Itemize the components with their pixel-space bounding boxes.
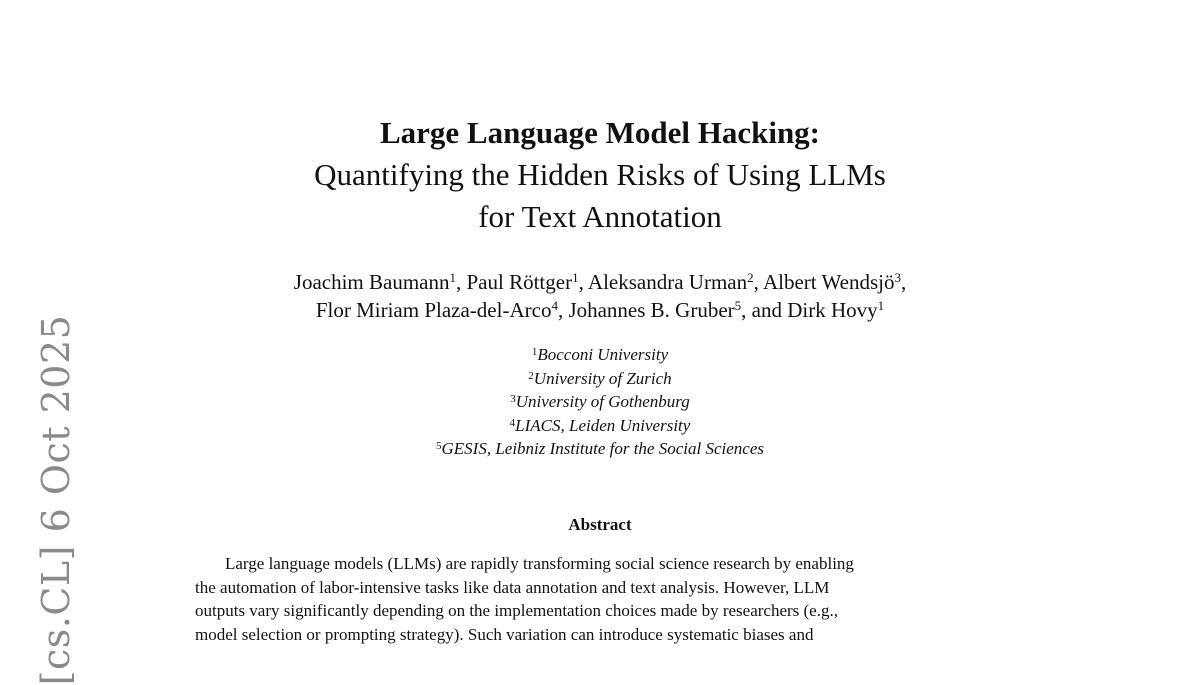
author-name: Joachim Baumann: [293, 270, 450, 294]
abstract-line: model selection or prompting strategy). Such variation can introduce systematic biases and: [195, 624, 814, 644]
affiliation-number: 1: [531, 346, 538, 358]
author-separator: ,: [456, 270, 467, 294]
author-affiliation-mark: 3: [894, 270, 901, 285]
abstract-heading: Abstract: [568, 515, 632, 534]
author-name: Aleksandra Urman: [587, 270, 748, 294]
author-separator: , and: [741, 298, 788, 322]
author-separator: ,: [557, 298, 569, 322]
title-line-1: Large Language Model Hacking:: [379, 115, 821, 150]
affiliation-name: University of Zurich: [533, 368, 672, 388]
author-affiliation-mark: 2: [747, 270, 754, 285]
author-affiliation-mark: 5: [734, 298, 742, 313]
arxiv-identifier-stamp: [cs.CL] 6 Oct 2025: [34, 314, 78, 685]
paper-title: [0, 112, 1200, 238]
title-line-2: Quantifying the Hidden Risks of Using LLMs: [314, 157, 886, 192]
author-name: Paul Röttger: [466, 270, 573, 294]
author-separator: ,: [578, 270, 588, 294]
affiliation-name: GESIS, Leibniz Institute for the Social Sciences: [441, 439, 764, 458]
affiliation-name: Bocconi University: [537, 345, 669, 364]
abstract-line: Large language models (LLMs) are rapidly transforming social science research by enabling: [225, 554, 854, 573]
author-separator: ,: [900, 270, 907, 294]
author-name: Dirk Hovy: [787, 298, 878, 322]
author-separator: ,: [753, 270, 763, 294]
author-name: Albert Wendsjö: [762, 270, 895, 294]
abstract-line: outputs vary significantly depending on the implementation choices made by researchers (e.g.,: [195, 601, 838, 620]
author-affiliation-mark: 1: [572, 270, 579, 285]
affiliation-name: University of Gothenburg: [515, 392, 690, 411]
affiliation-item: [0, 343, 1200, 367]
affiliation-name: LIACS, Leiden University: [515, 415, 691, 435]
affiliation-item: [0, 414, 1200, 438]
author-affiliation-mark: 1: [877, 298, 885, 313]
author-list: [0, 268, 1200, 324]
affiliation-list: [0, 343, 1200, 461]
affiliation-number: 2: [528, 369, 534, 382]
affiliation-item: [0, 390, 1200, 414]
author-line-1: [0, 268, 1200, 296]
affiliation-item: [0, 367, 1200, 391]
author-name: Flor Miriam Plaza-del-Arco: [315, 298, 552, 322]
affiliation-number: 3: [510, 393, 516, 405]
author-affiliation-mark: 4: [551, 298, 558, 313]
affiliation-number: 4: [509, 416, 516, 429]
author-line-2: [0, 296, 1200, 324]
author-affiliation-mark: 1: [449, 270, 456, 285]
affiliation-item: [0, 437, 1200, 461]
affiliation-number: 5: [436, 440, 442, 452]
title-line-3: for Text Annotation: [478, 199, 722, 234]
abstract-body: [195, 552, 1015, 646]
author-name: Johannes B. Gruber: [568, 298, 735, 322]
abstract-line: the automation of labor-intensive tasks like data annotation and text analysis. However, LLM: [195, 577, 830, 597]
